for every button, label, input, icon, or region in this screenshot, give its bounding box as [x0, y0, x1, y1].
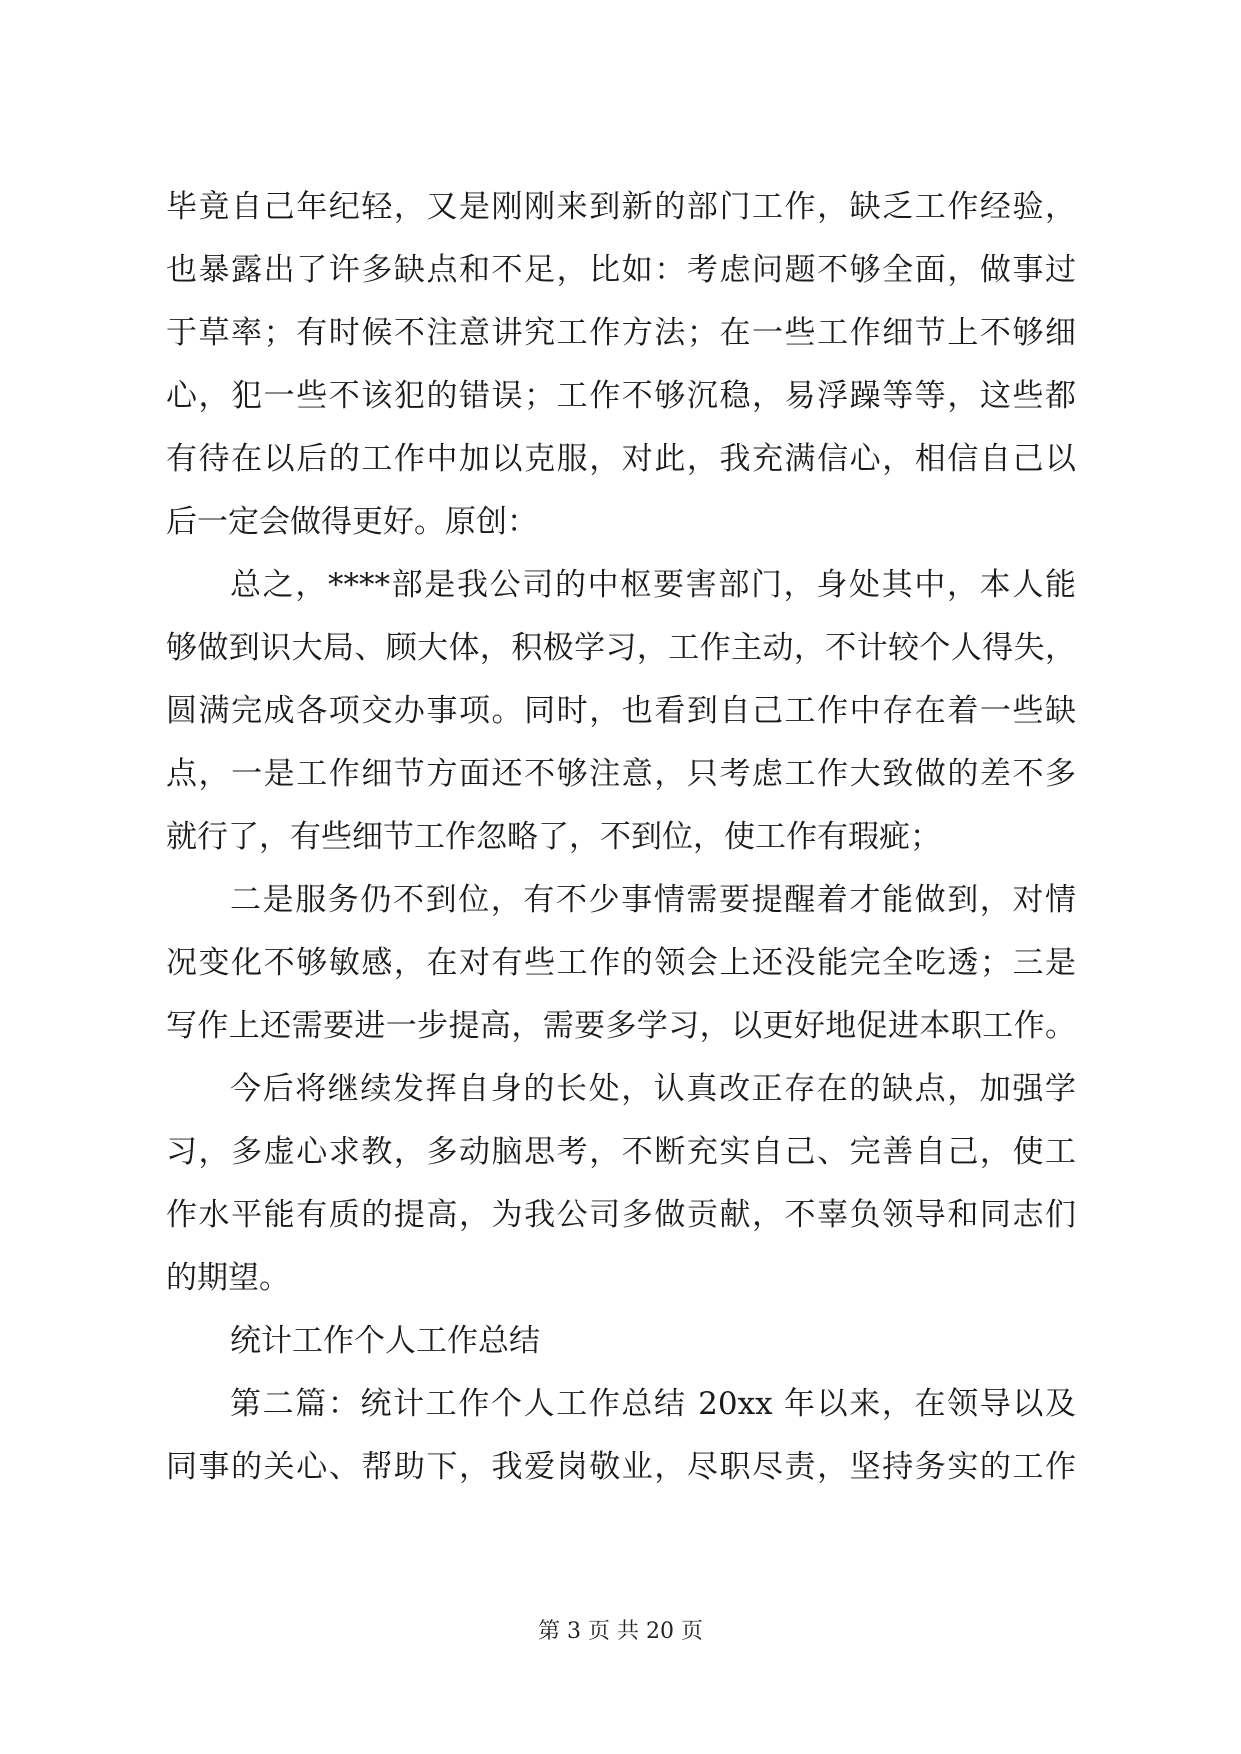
- text-line: 就行了，有些细节工作忽略了，不到位，使工作有瑕疵；: [166, 819, 941, 855]
- text-line: 写作上还需要进一步提高，需要多学习，以更好地促进本职工作。: [166, 1008, 1076, 1044]
- text-line: 够做到识大局、顾大体，积极学习，工作主动，不计较个人得失，: [166, 630, 1076, 666]
- text-line: 毕竟自己年纪轻，又是刚刚来到新的部门工作，缺乏工作经验，: [166, 189, 1076, 225]
- text-line: 的期望。: [166, 1260, 290, 1296]
- text-line: 后一定会做得更好。原创：: [166, 504, 538, 540]
- text-line: 圆满完成各项交办事项。同时，也看到自己工作中存在着一些缺: [166, 693, 1076, 729]
- text-line: 点，一是工作细节方面还不够注意，只考虑工作大致做的差不多: [166, 756, 1076, 792]
- paragraph-start-line: 总之，****部是我公司的中枢要害部门，身处其中，本人能: [230, 567, 1076, 603]
- text-line: 同事的关心、帮助下，我爱岗敬业，尽职尽责，坚持务实的工作: [166, 1449, 1076, 1485]
- section-heading: 统计工作个人工作总结: [230, 1323, 540, 1359]
- text-line: 况变化不够敏感，在对有些工作的领会上还没能完全吃透；三是: [166, 945, 1076, 981]
- paragraph-start-line: 二是服务仍不到位，有不少事情需要提醒着才能做到，对情: [230, 882, 1076, 918]
- text-line: 有待在以后的工作中加以克服，对此，我充满信心，相信自己以: [166, 441, 1076, 477]
- text-line: 作水平能有质的提高，为我公司多做贡献，不辜负领导和同志们: [166, 1197, 1076, 1233]
- text-line: 于草率；有时候不注意讲究工作方法；在一些工作细节上不够细: [166, 315, 1076, 351]
- text-line: 习，多虚心求教，多动脑思考，不断充实自己、完善自己，使工: [166, 1134, 1076, 1170]
- text-line: 心，犯一些不该犯的错误；工作不够沉稳，易浮躁等等，这些都: [166, 378, 1076, 414]
- paragraph-start-line: 第二篇：统计工作个人工作总结 20xx 年以来，在领导以及: [230, 1386, 1076, 1422]
- paragraph-start-line: 今后将继续发挥自身的长处，认真改正存在的缺点，加强学: [230, 1071, 1076, 1107]
- page-number-footer: 第 3 页 共 20 页: [538, 1619, 703, 1644]
- text-line: 也暴露出了许多缺点和不足，比如：考虑问题不够全面，做事过: [166, 252, 1076, 288]
